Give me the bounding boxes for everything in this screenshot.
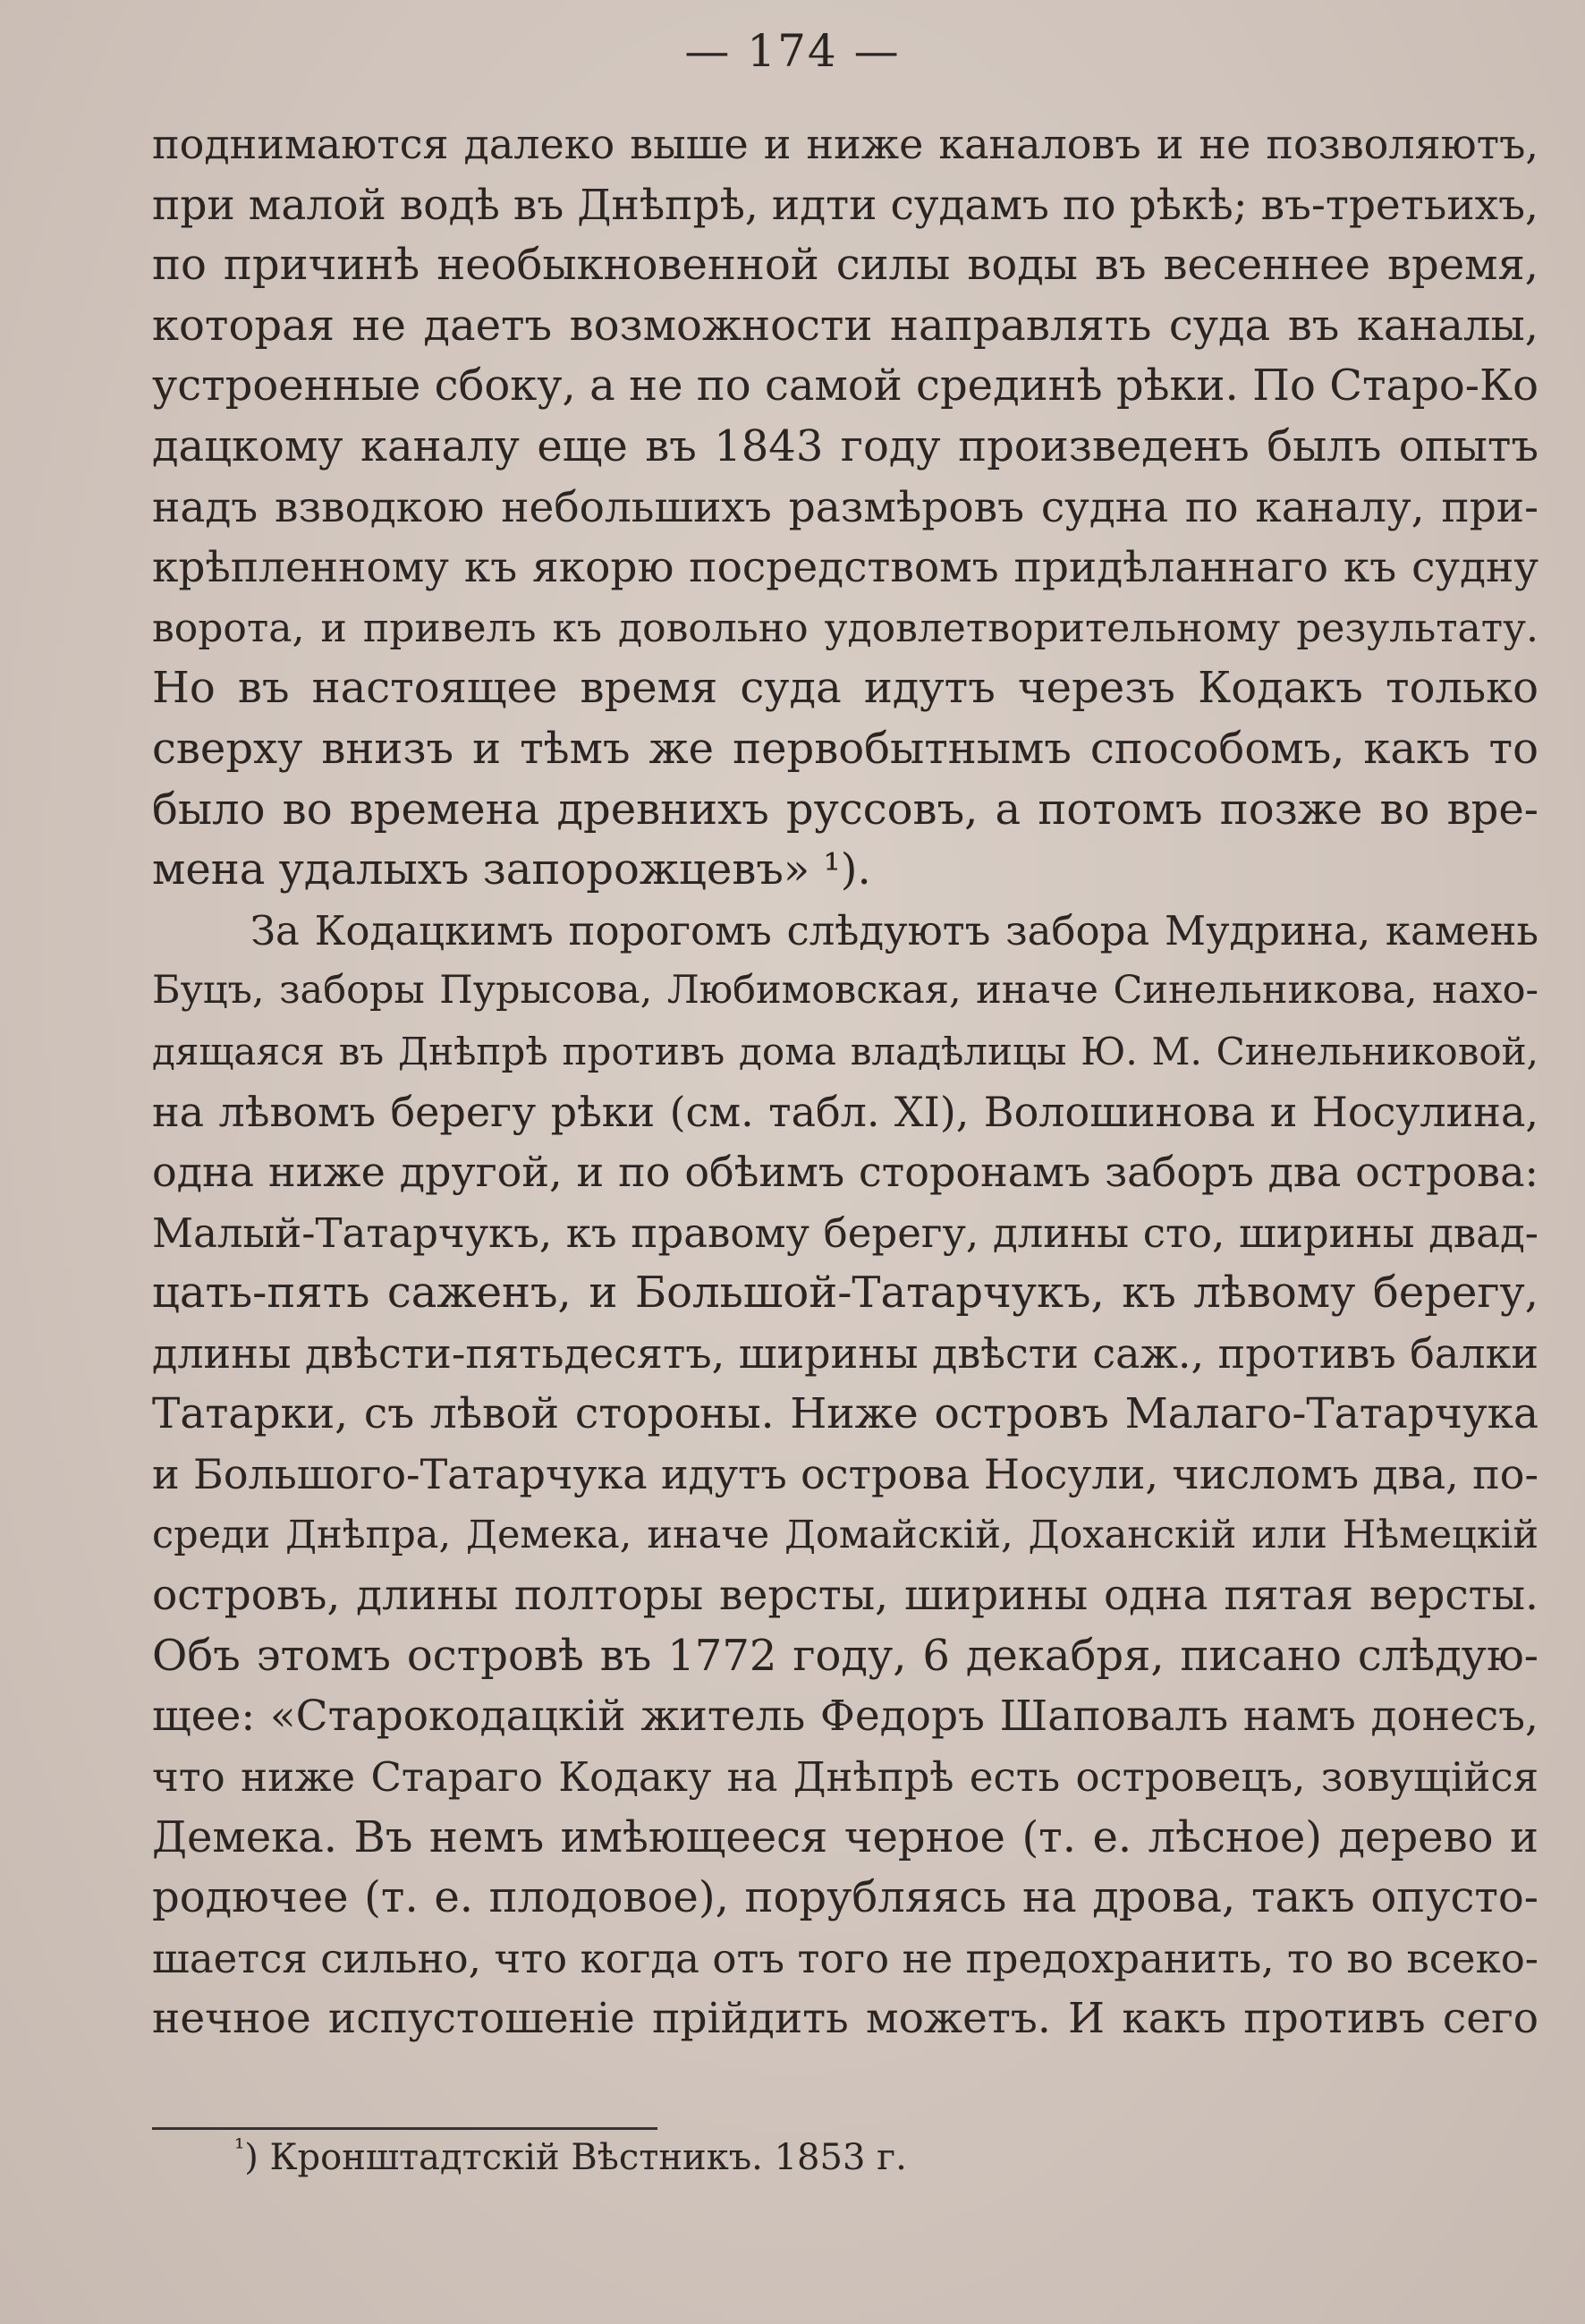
footnote-divider: [152, 2127, 657, 2130]
text-line: среди Днѣпра, Демека, иначе Домайскій, Доханскій или Нѣмецкій: [152, 1512, 1538, 1557]
text-line: сверху внизъ и тѣмъ же первобытнымъ способомъ, какъ то: [152, 723, 1538, 774]
body-text: [152, 115, 1538, 2049]
footnote: [234, 2131, 907, 2184]
text-line: по причинѣ необыкновенной силы воды въ весеннее время,: [152, 240, 1538, 291]
text-line: Но въ настоящее время суда идутъ черезъ Кодакъ только: [152, 663, 1538, 714]
paragraph-start-line: За Кодацкимъ порогомъ слѣдуютъ забора Мудрина, камень: [250, 906, 1538, 954]
footnote-text: ) Кронштадтскій Вѣстникъ. 1853 г.: [244, 2137, 907, 2178]
paragraph-end-line: мена удалыхъ запорожцевъ» ¹).: [152, 844, 871, 895]
text-line: что ниже Стараго Кодаку на Днѣпрѣ есть островецъ, зовущійся: [152, 1753, 1538, 1802]
text-line: Объ этомъ островѣ въ 1772 году, 6 декабря, писано слѣдую-: [152, 1630, 1538, 1681]
text-line: было во времена древнихъ руссовъ, а потомъ позже во вре-: [152, 784, 1538, 835]
text-line: Буцъ, заборы Пурысова, Любимовская, иначе Синельникова, нахо-: [152, 968, 1538, 1014]
text-line: цать-пять саженъ, и Большой-Татарчукъ, къ лѣвому берегу,: [152, 1268, 1538, 1319]
text-line: островъ, длины полторы версты, ширины одна пятая версты.: [152, 1571, 1538, 1621]
text-line: дацкому каналу еще въ 1843 году произведенъ былъ опытъ: [152, 420, 1538, 471]
text-line: крѣпленному къ якорю посредствомъ придѣланнаго къ судну: [152, 543, 1538, 593]
text-line: дящаяся въ Днѣпрѣ противъ дома владѣлицы Ю. М. Синельниковой,: [152, 1029, 1538, 1073]
page-number: — 174 —: [684, 25, 901, 77]
text-line: устроенные сбоку, а не по самой срединѣ рѣки. По Старо-Ко: [152, 360, 1538, 411]
text-line: Демека. Въ немъ имѣющееся черное (т. е. лѣсное) дерево и: [152, 1811, 1538, 1862]
text-line: которая не даетъ возможности направлять суда въ каналы,: [152, 300, 1538, 351]
text-line: ворота, и привелъ къ довольно удовлетворительному результату.: [152, 605, 1538, 651]
text-line: при малой водѣ въ Днѣпрѣ, идти судамъ по рѣкѣ; въ-третьихъ,: [152, 180, 1538, 230]
text-line: длины двѣсти-пятьдесятъ, ширины двѣсти саж., противъ балки: [152, 1328, 1538, 1378]
text-line: надъ взводкою небольшихъ размѣровъ судна по каналу, при-: [152, 482, 1538, 532]
footnote-mark: ¹: [234, 2133, 245, 2163]
text-line: на лѣвомъ берегу рѣки (см. табл. XI), Волошинова и Носулина,: [152, 1087, 1538, 1136]
text-line: одна ниже другой, и по обѣимъ сторонамъ заборъ два острова:: [152, 1148, 1538, 1197]
text-line: поднимаются далеко выше и ниже каналовъ и не позволяютъ,: [152, 120, 1538, 168]
text-line: шается сильно, что когда отъ того не предохранить, то во всеко-: [152, 1934, 1538, 1982]
text-line: и Большого-Татарчука идутъ острова Носули, числомъ два, по-: [152, 1450, 1538, 1499]
text-line: щее: «Старокодацкій житель Федоръ Шаповалъ намъ донесъ,: [152, 1692, 1538, 1742]
text-line: Малый-Татарчукъ, къ правому берегу, длины сто, ширины двад-: [152, 1209, 1538, 1257]
text-line: родючее (т. е. плодовое), порубляясь на дрова, такъ опусто-: [152, 1872, 1538, 1923]
text-line: Татарки, съ лѣвой стороны. Ниже островъ Малаго-Татарчука: [152, 1389, 1538, 1439]
text-line: нечное испустошеніе прійдить можетъ. И какъ противъ сего: [152, 1994, 1538, 2044]
